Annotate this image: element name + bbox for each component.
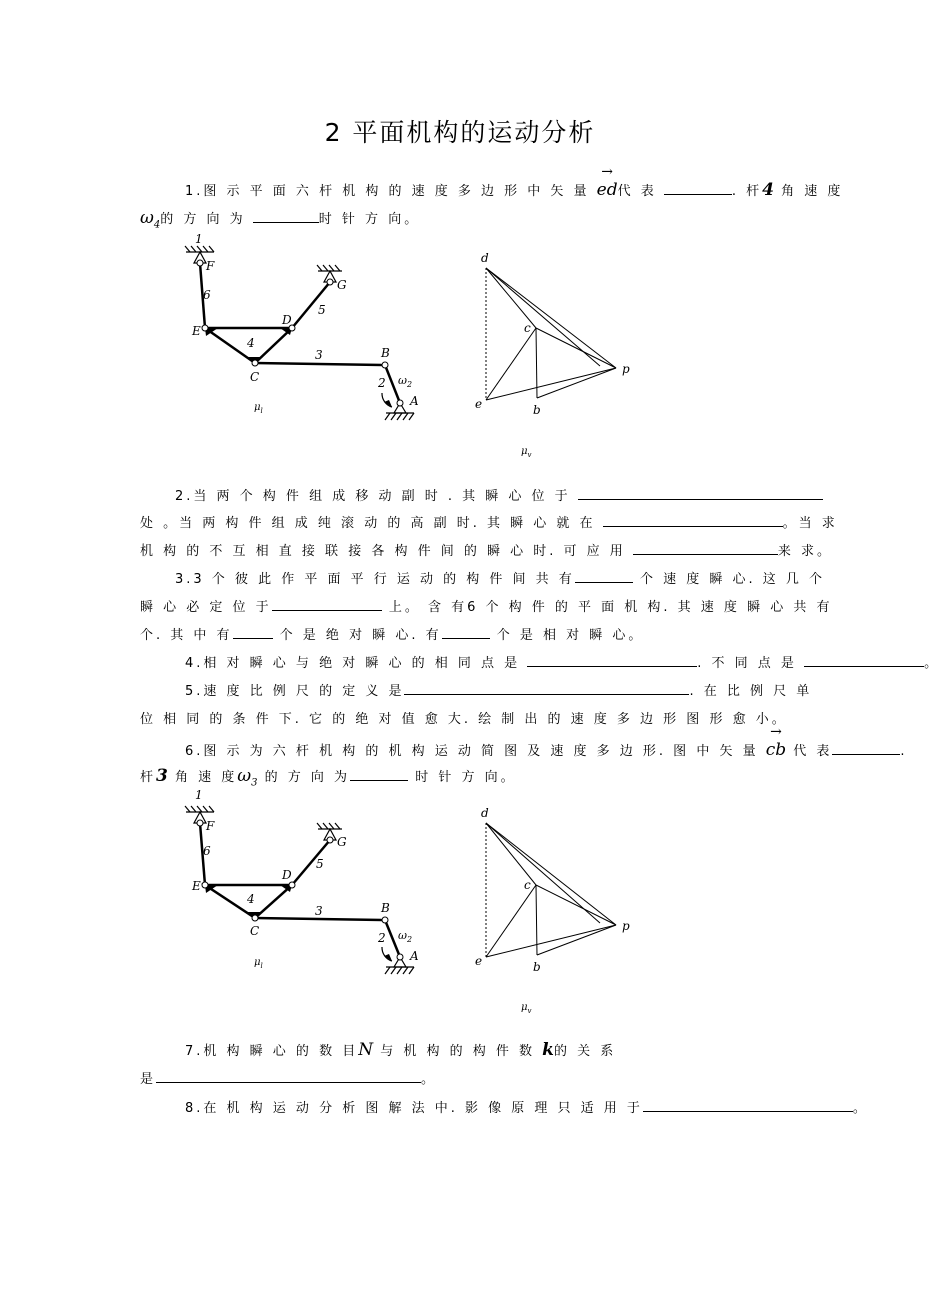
question-6-line-2: 杆3 角 速 度$\omega_3$ 的 方 向 为 时 针 方 向。 [140, 766, 517, 789]
question-1-line-1: 1.图 示 平 面 六 杆 机 构 的 速 度 多 边 形 中 矢 量 → ed代 表 . 杆4 角 速 度 [185, 164, 844, 200]
fig-label: 6 [203, 288, 211, 302]
fig-label: F [206, 259, 215, 273]
fig-label: 2 [378, 931, 386, 945]
fig-label: 3 [315, 348, 323, 362]
question-3-line-3: 个. 其 中 有 个 是 绝 对 瞬 心. 有 个 是 相 对 瞬 心。 [140, 628, 645, 643]
fig-label: 4 [247, 892, 255, 906]
answer-blank[interactable] [233, 626, 273, 639]
question-1-text: 1.图 示 平 面 六 杆 机 构 的 速 度 多 边 形 中 矢 量 [185, 184, 590, 199]
mechanism-diagram [170, 225, 440, 435]
answer-blank[interactable] [350, 768, 408, 781]
fig-label: p [622, 919, 630, 933]
vector-cb: → cb [765, 724, 787, 760]
question-2-line-2: 处 。当 两 构 件 组 成 纯 滚 动 的 高 副 时. 其 瞬 心 就 在 。当 求 [140, 516, 838, 531]
question-7-line-2: 是 。 [140, 1072, 438, 1087]
fig-label: D [282, 868, 292, 882]
question-5-line-2: 位 相 同 的 条 件 下. 它 的 绝 对 值 愈 大. 绘 制 出 的 速 度 多 边 形 图 形 愈 小。 [140, 712, 788, 727]
vector-arrow-icon: → [601, 164, 614, 180]
fig-label: 6 [203, 844, 211, 858]
fig-label: B [381, 901, 390, 915]
fig-label: A [410, 949, 419, 963]
fig-label: 1 [195, 232, 203, 246]
answer-blank[interactable] [575, 570, 633, 583]
question-2-line-3: 机 构 的 不 互 相 直 接 联 接 各 构 件 间 的 瞬 心 时. 可 应 用 来 求。 [140, 544, 834, 559]
fig-label: b [533, 960, 541, 974]
fig-label: E [192, 324, 201, 338]
answer-blank[interactable] [804, 654, 924, 667]
fig-label: 4 [247, 336, 255, 350]
question-2-line-1: 2.当 两 个 构 件 组 成 移 动 副 时 . 其 瞬 心 位 于 [175, 485, 823, 504]
answer-blank[interactable] [527, 654, 697, 667]
question-3-line-1: 3.3 个 彼 此 作 平 面 平 行 运 动 的 构 件 间 共 有 个 速 度 瞬 心. 这 几 个 [175, 572, 825, 587]
fig-label: 5 [318, 303, 326, 317]
question-3-line-2: 瞬 心 必 定 位 于 上。 含 有6 个 构 件 的 平 面 机 构. 其 速 度 瞬 心 共 有 [140, 600, 833, 615]
answer-blank[interactable] [578, 487, 823, 500]
answer-blank[interactable] [603, 514, 783, 527]
fig-label: D [282, 313, 292, 327]
answer-blank[interactable] [633, 542, 778, 555]
fig-label: G [337, 835, 347, 849]
fig-label: d [481, 806, 489, 820]
fig-label: b [533, 403, 541, 417]
velocity-scale-label: $\mu_v$ [521, 446, 532, 459]
question-5-line-1: 5.速 度 比 例 尺 的 定 义 是 . 在 比 例 尺 单 [185, 684, 813, 699]
fig-label: c [524, 321, 531, 335]
fig-label: p [622, 362, 630, 376]
answer-blank[interactable] [643, 1099, 853, 1112]
fig-label: C [250, 924, 260, 938]
fig-label: A [410, 394, 419, 408]
question-8-line: 8.在 机 构 运 动 分 析 图 解 法 中. 影 像 原 理 只 适 用 于 。 [185, 1101, 869, 1116]
question-7-line-1: 7.机 构 瞬 心 的 数 目N 与 机 构 的 构 件 数 k的 关 系 [185, 1040, 617, 1060]
page-title: 2 平面机构的运动分析 [324, 118, 596, 147]
velocity-scale-label: $\mu_v$ [521, 1002, 532, 1015]
mechanism-diagram-2 [170, 785, 440, 995]
answer-blank[interactable] [253, 210, 319, 223]
fig-label: 2 [378, 376, 386, 390]
answer-blank[interactable] [442, 626, 490, 639]
omega-symbol: $\omega_3$ [237, 766, 258, 789]
answer-blank[interactable] [404, 682, 689, 695]
length-scale-label: $\mu_l$ [254, 402, 263, 415]
length-scale-label: $\mu_l$ [254, 957, 263, 970]
fig-label: e [475, 397, 483, 411]
fig-label: 1 [195, 788, 203, 802]
question-6-line-1: 6.图 示 为 六 杆 机 构 的 机 构 运 动 简 图 及 速 度 多 边 形. 图 中 矢 量 → cb 代 表 . [185, 724, 908, 760]
fig-label: 5 [316, 857, 324, 871]
answer-blank[interactable] [272, 598, 382, 611]
fig-label: 3 [315, 904, 323, 918]
fig-label: d [481, 251, 489, 265]
fig-label: B [381, 346, 390, 360]
vector-ed: → ed [596, 164, 618, 200]
fig-label: C [250, 370, 260, 384]
answer-blank[interactable] [832, 742, 900, 755]
answer-blank[interactable] [664, 182, 732, 195]
fig-label: e [475, 954, 483, 968]
omega-label: $\omega_2$ [398, 929, 413, 944]
question-4-line: 4.相 对 瞬 心 与 绝 对 瞬 心 的 相 同 点 是 . 不 同 点 是 。 [185, 656, 940, 671]
fig-label: G [337, 278, 347, 292]
vector-arrow-icon: → [770, 724, 782, 740]
fig-label: c [524, 878, 531, 892]
velocity-polygon-diagram [470, 250, 640, 460]
fig-label: F [206, 819, 215, 833]
velocity-polygon-diagram-2 [470, 805, 640, 1020]
question-1-line-2: $\omega_4$的 方 向 为 时 针 方 向。 [140, 208, 421, 231]
omega-symbol: $\omega_4$ [140, 208, 161, 231]
fig-label: E [192, 879, 201, 893]
answer-blank[interactable] [156, 1070, 421, 1083]
omega-label: $\omega_2$ [398, 374, 413, 389]
